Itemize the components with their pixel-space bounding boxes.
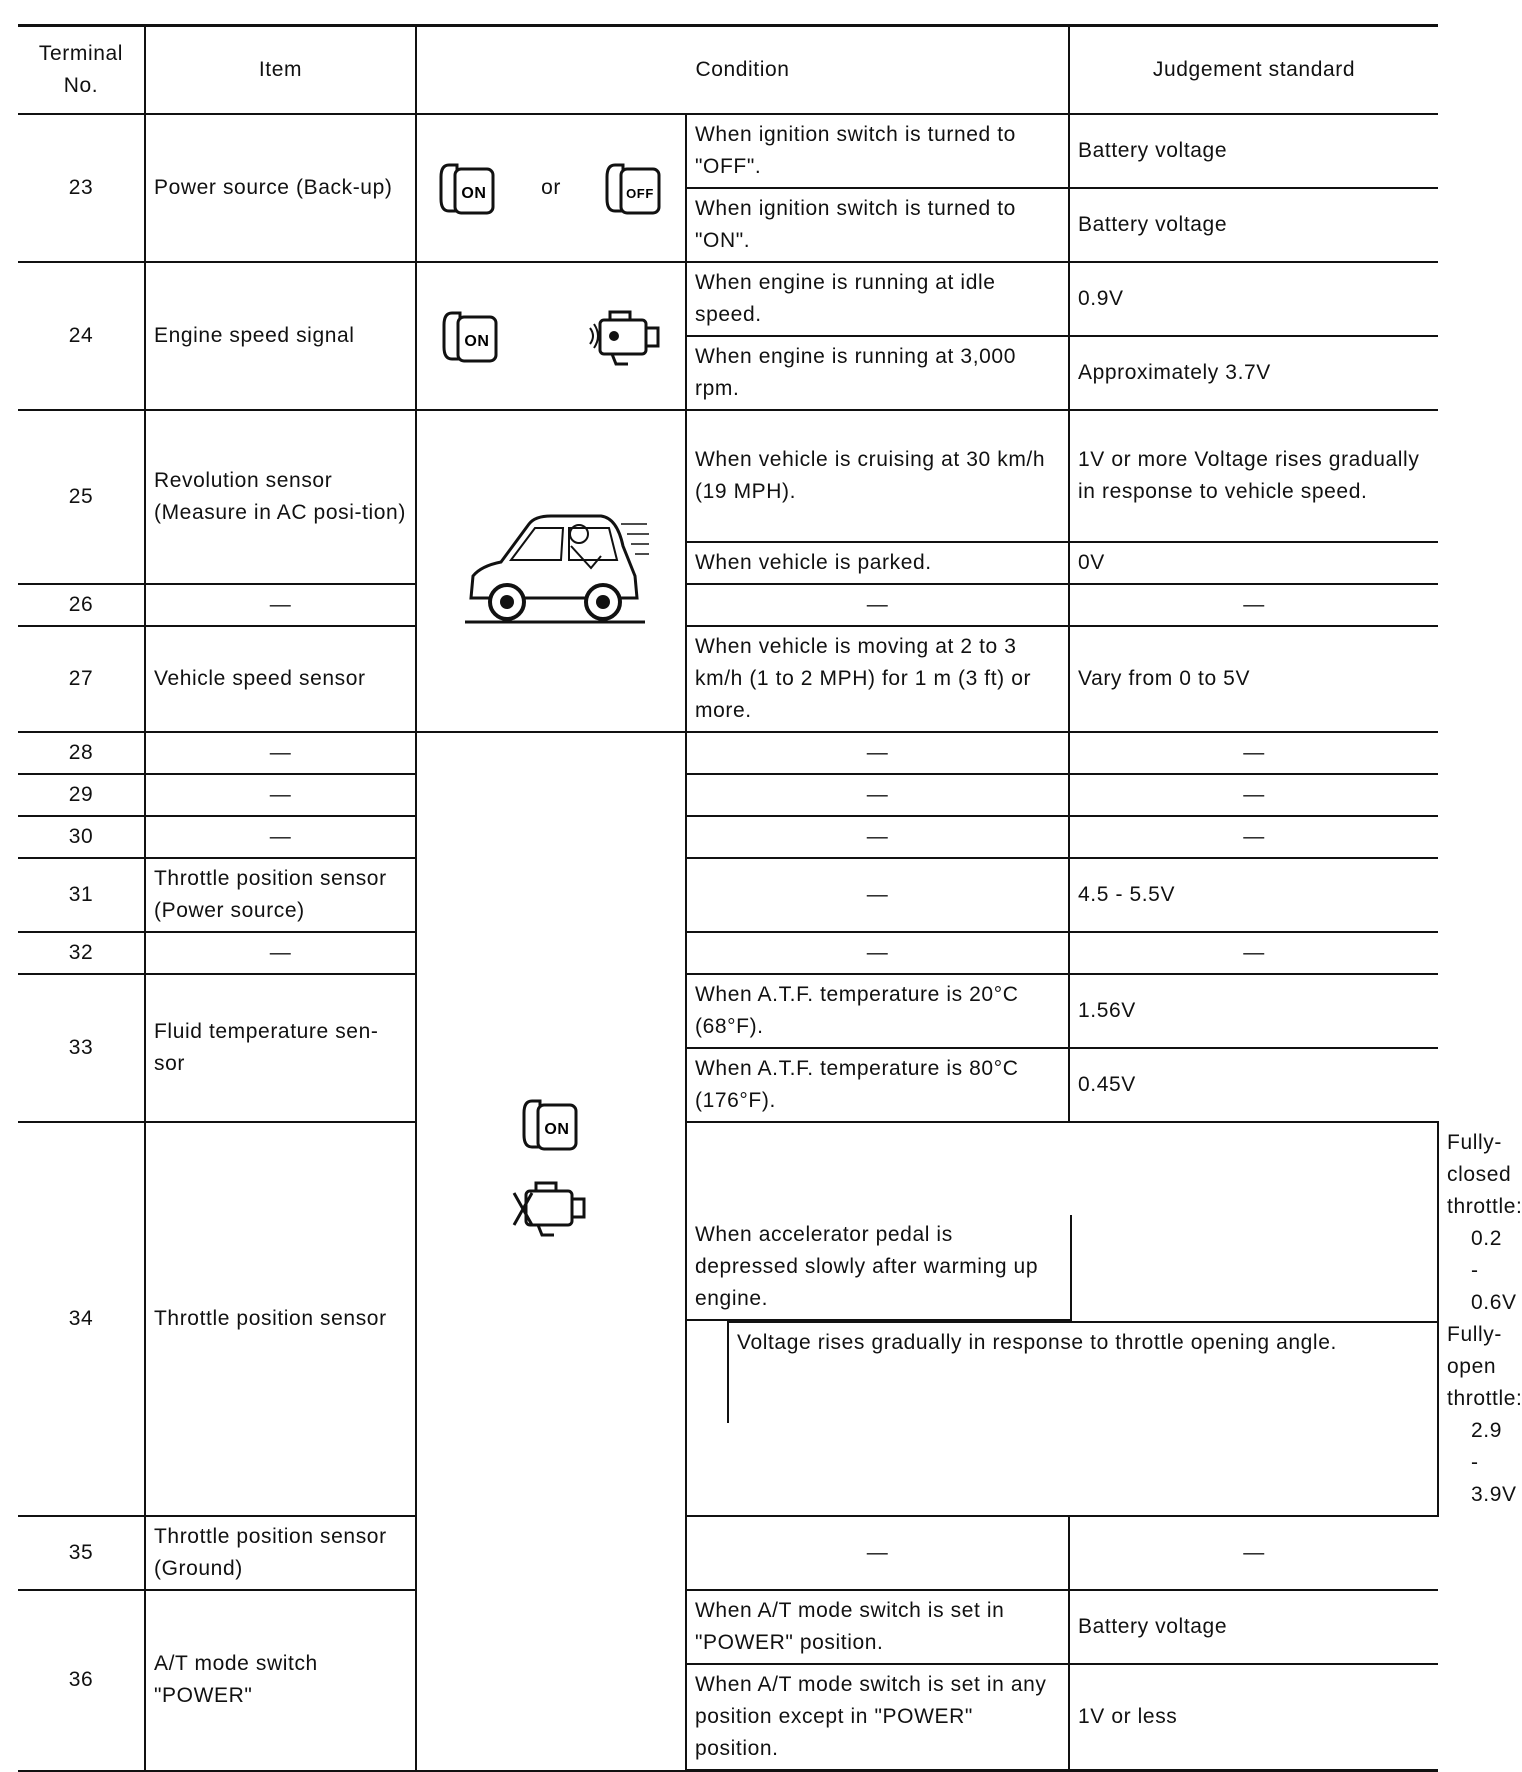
header-judgement-standard: Judgement standard: [1069, 26, 1438, 115]
table-row-34: 34 Throttle position sensor When accelerator pedal is depressed slowly after warming up engine. Voltage rises gradually in response to throttle opening angle. Fully-closed throttle: 0.2 - 0.6V Fully-open throttle: 2.9 - 3.9V: [18, 1122, 1438, 1516]
svg-text:ON: ON: [544, 1121, 570, 1139]
terminal-30: 30: [18, 816, 145, 858]
item-28: —: [145, 732, 416, 774]
table-row-32: [18, 932, 1438, 974]
ignition-key-on-icon: [438, 303, 504, 369]
condition-26: —: [686, 584, 1069, 626]
condition-35: —: [686, 1516, 1069, 1590]
ignition-key-on-icon: [518, 1091, 584, 1157]
terminal-23: 23: [18, 114, 145, 262]
header-terminal-no: Terminal No.: [18, 26, 145, 115]
table-row-28: [18, 732, 1438, 774]
terminal-34: 34: [18, 1122, 145, 1516]
item-31: Throttle position sensor (Power source): [145, 858, 416, 932]
condition-28: —: [686, 732, 1069, 774]
condition-icons-24: [416, 262, 686, 410]
item-25: Revolution sensor (Measure in AC posi-tion): [145, 410, 416, 584]
condition-23-off: When ignition switch is turned to "OFF".: [686, 114, 1069, 188]
table-row-29: [18, 774, 1438, 816]
standard-24-3000: Approximately 3.7V: [1069, 336, 1438, 410]
item-24: Engine speed signal: [145, 262, 416, 410]
terminal-31: 31: [18, 858, 145, 932]
condition-icons-28-36: [416, 732, 686, 1771]
svg-text:OFF: OFF: [626, 186, 655, 201]
table-row-36: [18, 1590, 1438, 1664]
condition-icons-23: [416, 114, 686, 262]
item-30: —: [145, 816, 416, 858]
standard-26: —: [1069, 584, 1438, 626]
vehicle-driving-icon: [451, 506, 651, 636]
standard-31: 4.5 - 5.5V: [1069, 858, 1438, 932]
table-header-row: [18, 26, 1438, 115]
svg-text:ON: ON: [461, 185, 487, 202]
table-row-27: [18, 626, 1438, 732]
item-33: Fluid temperature sen-sor: [145, 974, 416, 1122]
standard-25-parked: 0V: [1069, 542, 1438, 584]
terminal-24: 24: [18, 262, 145, 410]
table-row-24: [18, 262, 1438, 336]
condition-32: —: [686, 932, 1069, 974]
terminal-28: 28: [18, 732, 145, 774]
item-29: —: [145, 774, 416, 816]
or-label: or: [541, 176, 561, 199]
item-23: Power source (Back-up): [145, 114, 416, 262]
item-35: Throttle position sensor (Ground): [145, 1516, 416, 1590]
standard-30: —: [1069, 816, 1438, 858]
standard-27: Vary from 0 to 5V: [1069, 626, 1438, 732]
condition-23-on: When ignition switch is turned to "ON".: [686, 188, 1069, 262]
terminal-table-sheet: [18, 24, 1522, 1772]
condition-29: —: [686, 774, 1069, 816]
condition-30: —: [686, 816, 1069, 858]
condition-36-power: When A/T mode switch is set in "POWER" position.: [686, 1590, 1069, 1664]
table-row-33: [18, 974, 1438, 1048]
item-36: A/T mode switch "POWER": [145, 1590, 416, 1771]
table-row-31: [18, 858, 1438, 932]
standard-34-closed-value: 0.2 - 0.6V: [1471, 1227, 1517, 1314]
condition-36-other: When A/T mode switch is set in any position except in "POWER" position.: [686, 1664, 1069, 1771]
terminal-table: [18, 24, 1522, 1772]
header-condition: Condition: [416, 26, 1069, 115]
standard-35: —: [1069, 1516, 1438, 1590]
svg-text:ON: ON: [463, 333, 490, 350]
condition-34: When accelerator pedal is depressed slowly after warming up engine.: [687, 1215, 1072, 1321]
condition-25-cruising: When vehicle is cruising at 30 km/h (19 MPH).: [686, 410, 1069, 542]
terminal-26: 26: [18, 584, 145, 626]
standard-36-power: Battery voltage: [1069, 1590, 1438, 1664]
condition-24-idle: When engine is running at idle speed.: [686, 262, 1069, 336]
standard-25-cruising: 1V or more Voltage rises gradually in response to vehicle speed.: [1069, 410, 1438, 542]
table-row-26: [18, 584, 1438, 626]
standard-29: —: [1069, 774, 1438, 816]
condition-icons-25-27: [416, 410, 686, 732]
header-item: Item: [145, 26, 416, 115]
item-34: Throttle position sensor: [145, 1122, 416, 1516]
condition-25-parked: When vehicle is parked.: [686, 542, 1069, 584]
condition-33-80c: When A.T.F. temperature is 80°C (176°F).: [686, 1048, 1069, 1122]
standard-23-off: Battery voltage: [1069, 114, 1438, 188]
condition-31: —: [686, 858, 1069, 932]
terminal-29: 29: [18, 774, 145, 816]
engine-off-icon: [512, 1175, 590, 1239]
engine-running-icon: [586, 304, 664, 368]
condition-34-note: Voltage rises gradually in response to throttle opening angle.: [727, 1321, 1437, 1423]
condition-34-cell: [686, 1122, 1438, 1516]
table-row-23: [18, 114, 1438, 188]
standard-36-other: 1V or less: [1069, 1664, 1438, 1771]
standard-23-on: Battery voltage: [1069, 188, 1438, 262]
terminal-32: 32: [18, 932, 145, 974]
ignition-key-on-icon: [435, 155, 501, 221]
terminal-35: 35: [18, 1516, 145, 1590]
condition-24-3000: When engine is running at 3,000 rpm.: [686, 336, 1069, 410]
ignition-key-off-icon: [601, 155, 667, 221]
table-row-30: [18, 816, 1438, 858]
item-32: —: [145, 932, 416, 974]
terminal-33: 33: [18, 974, 145, 1122]
standard-34-open-value: 2.9 - 3.9V: [1471, 1419, 1517, 1506]
standard-32: —: [1069, 932, 1438, 974]
condition-33-20c: When A.T.F. temperature is 20°C (68°F).: [686, 974, 1069, 1048]
standard-33-80c: 0.45V: [1069, 1048, 1438, 1122]
item-27: Vehicle speed sensor: [145, 626, 416, 732]
terminal-25: 25: [18, 410, 145, 584]
terminal-27: 27: [18, 626, 145, 732]
table-row-35: [18, 1516, 1438, 1590]
standard-33-20c: 1.56V: [1069, 974, 1438, 1048]
standard-24-idle: 0.9V: [1069, 262, 1438, 336]
condition-27: When vehicle is moving at 2 to 3 km/h (1 to 2 MPH) for 1 m (3 ft) or more.: [686, 626, 1069, 732]
standard-28: —: [1069, 732, 1438, 774]
terminal-36: 36: [18, 1590, 145, 1771]
table-row-25: [18, 410, 1438, 542]
item-26: —: [145, 584, 416, 626]
